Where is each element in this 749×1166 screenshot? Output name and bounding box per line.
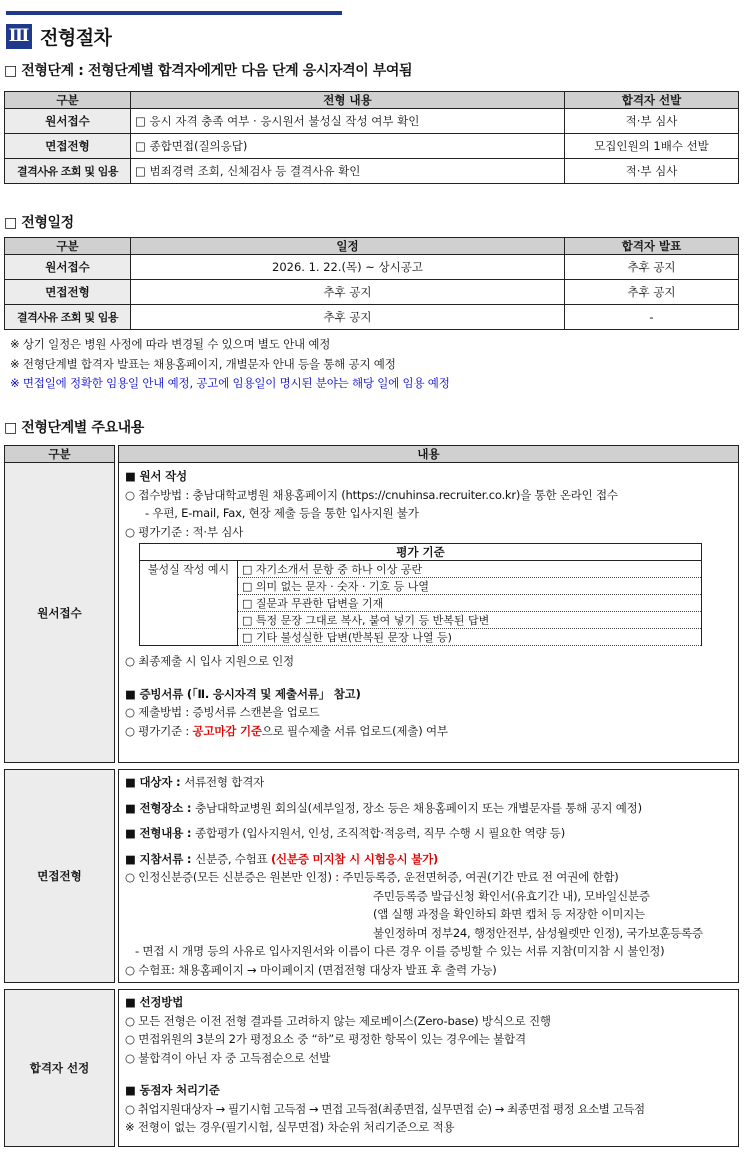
row-select: 모집인원의 1배수 선발 — [565, 134, 739, 159]
schedule-heading: □ 전형일정 — [4, 215, 74, 231]
col-header: 합격자 발표 — [565, 238, 739, 255]
col-header: 전형 내용 — [131, 92, 565, 109]
final-line: ○ 불합격이 아닌 자 중 고득점순으로 선발 — [125, 1050, 331, 1065]
interview-line: - 면접 시 개명 등의 사유로 입사지원서와 이름이 다른 경우 이를 증빙할 수 있는 서류 지참(미지참 시 불인정) — [135, 944, 665, 958]
apply-heading: ■ 원서 작성 — [125, 469, 187, 483]
schedule-note: ※ 상기 일정은 병원 사정에 따라 변경될 수 있으며 별도 안내 예정 — [10, 337, 331, 351]
apply-line: ○ 접수방법 : 충남대학교병원 채용홈페이지 (https://cnuhinsa.recruiter.co.kr)을 통한 온라인 접수 — [125, 487, 618, 502]
interview-docs: 신분증, 수험표 — [195, 851, 271, 866]
row-label: 면접전형 — [5, 134, 131, 159]
col-header: 구분 — [5, 238, 131, 255]
table-row — [5, 280, 739, 305]
table-row — [5, 305, 739, 330]
details-heading: □ 전형단계별 주요내용 — [4, 420, 144, 436]
eval-item: □ 특정 문장 그대로 복사, 붙여 넣기 등 반복된 답변 — [238, 612, 702, 629]
schedule-table — [4, 237, 739, 330]
deadline-emphasis: 공고마감 기준 — [192, 723, 262, 738]
row-label: 원서접수 — [5, 463, 115, 763]
detail-row-final — [5, 990, 739, 1147]
col-header: 합격자 선발 — [565, 92, 739, 109]
interview-target: 서류전형 합격자 — [184, 775, 265, 789]
row-date: 2026. 1. 22.(목) ~ 상시공고 — [131, 255, 565, 280]
details-table — [4, 445, 739, 1147]
row-select: 적·부 심사 — [565, 109, 739, 134]
id-required-warning: (신분증 미지참 시 시험응시 불가) — [270, 851, 439, 866]
eval-title: 평가 기준 — [140, 544, 702, 561]
schedule-note: ※ 면접일에 정확한 임용일 안내 예정, 공고에 임용일이 명시된 분야는 해당 일에 임용 예정 — [10, 376, 450, 390]
interview-line: 불인정하며 정부24, 행정안전부, 삼성월렛만 인정), 국가보훈등록증 — [373, 925, 703, 940]
final-line: ○ 취업지원대상자 → 필기시험 고득점 → 면접 고득점(최종면접, 실무면접 순) → 최종면접 평정 요소별 고득점 — [125, 1101, 645, 1116]
row-label: 합격자 선정 — [5, 990, 115, 1147]
eval-label: 불성실 작성 예시 — [140, 561, 238, 646]
col-header: 일정 — [131, 238, 565, 255]
table-row — [5, 134, 739, 159]
stage-heading: □ 전형단계 : 전형단계별 합격자에게만 다음 단계 응시자격이 부여됨 — [4, 63, 413, 79]
section-number-badge: Ⅲ — [6, 24, 32, 49]
interview-line: ○ 인정신분증(모든 신분증은 원본만 인정) : 주민등록증, 운전면허증, 여권(기간 만료 전 여권에 한함) — [125, 870, 619, 884]
final-line: ※ 전형이 없는 경우(필기시험, 실무면접) 차순위 처리기준으로 적용 — [125, 1120, 455, 1134]
final-line: ○ 모든 전형은 이전 전형 결과를 고려하지 않는 제로베이스(Zero-base) 방식으로 진행 — [125, 1013, 551, 1028]
docs-heading: ■ 증빙서류 (「Ⅱ. 응시자격 및 제출서류」 참고) — [125, 686, 361, 701]
apply-line: ○ 최종제출 시 입사 지원으로 인정 — [125, 654, 294, 668]
col-header: 구분 — [5, 92, 131, 109]
eval-item: □ 의미 없는 문자 · 숫자 · 기호 등 나열 — [238, 578, 702, 595]
row-announce: - — [565, 305, 739, 330]
detail-row-interview: 면접전형 ■ 대상자 : 서류전형 합격자 ■ 전형장소 : 충남대학교병원 회의실(세부일정, 장소 등은 채용홈페이지 또는 개별문자를 통해 공지 예정) ■ 전형내용 : 종합평가 (입사지원서, 인성, 조직적합·적응력, 직무 수행 시 필요한 역량 등) ■ 지참서류 : 신분증, 수험표 (신분증 미지참 시 시험응시 불가) ○ 인정신분증(모든 신분증은 원본만 인정) : 주민등록증, 운전면허증, 여권(기간 만료 전 여권에 한함) 주민등록증 발급신청 확인서(유효기간 내), 모바일신분증 (앱 실행 과정을 확인하되 화면 캡처 등 저장한 이미지는 불인정하며 정부24, 행정안전부, 삼성월렛만 인정), 국가보훈등록증 - 면접 시 개명 등의 사유로 입사지원서와 이름이 다른 경우 이를 증빙할 수 있는 서류 지참(미지참 시 불인정) ○ 수험표: 채용홈페이지 → 마이페이지 (면접전형 대상자 발표 후 출력 가능) — [5, 770, 739, 983]
apply-line: - 우편, E-mail, Fax, 현장 제출 등을 통한 입사지원 불가 — [145, 506, 419, 520]
schedule-note: ※ 전형단계별 합격자 발표는 채용홈페이지, 개별문자 안내 등을 통해 공지 예정 — [10, 357, 396, 371]
apply-criteria-line: ○ 평가기준 : 공고마감 기준으로 필수제출 서류 업로드(제출) 여부 — [125, 723, 448, 738]
row-content: □ 범죄경력 조회, 신체검사 등 결격사유 확인 — [131, 159, 565, 184]
interview-line: ○ 수험표: 채용홈페이지 → 마이페이지 (면접전형 대상자 발표 후 출력 가능) — [125, 962, 497, 977]
interview-line: 주민등록증 발급신청 확인서(유효기간 내), 모바일신분증 — [373, 888, 650, 903]
table-row — [5, 255, 739, 280]
eval-item: □ 질문과 무관한 답변을 기재 — [238, 595, 702, 612]
eval-item: □ 기타 불성실한 답변(반복된 문장 나열 등) — [238, 629, 702, 646]
page-title-row — [6, 22, 111, 50]
row-announce: 추후 공지 — [565, 255, 739, 280]
apply-line: ○ 평가기준 : 적·부 심사 — [125, 524, 244, 539]
col-header: 구분 — [5, 446, 115, 463]
row-label: 면접전형 — [5, 280, 131, 305]
eval-item: □ 자기소개서 문항 중 하나 이상 공란 — [238, 561, 702, 578]
page-title: 전형절차 — [40, 26, 112, 49]
stage-table — [4, 91, 739, 184]
apply-line: ○ 제출방법 : 증빙서류 스캔본을 업로드 — [125, 705, 320, 719]
final-line: ○ 면접위원의 3분의 2가 평정요소 중 “하”로 평정한 항목이 있는 경우에는 불합격 — [125, 1032, 526, 1046]
row-label: 결격사유 조회 및 임용 — [5, 159, 131, 184]
eval-criteria-table — [139, 543, 702, 646]
row-label: 면접전형 — [5, 770, 115, 983]
interview-line: (앱 실행 과정을 확인하되 화면 캡처 등 저장한 이미지는 — [373, 907, 645, 921]
row-content: □ 응시 자격 충족 여부 · 응시원서 불성실 작성 여부 확인 — [131, 109, 565, 134]
row-select: 적·부 심사 — [565, 159, 739, 184]
final-heading: ■ 선정방법 — [125, 995, 184, 1009]
row-label: 원서접수 — [5, 255, 131, 280]
row-date: 추후 공지 — [131, 305, 565, 330]
row-content: □ 종합면접(질의응답) — [131, 134, 565, 159]
row-label: 결격사유 조회 및 임용 — [5, 305, 131, 330]
row-date: 추후 공지 — [131, 280, 565, 305]
col-header: 내용 — [119, 446, 739, 463]
row-announce: 추후 공지 — [565, 280, 739, 305]
interview-place: 충남대학교병원 회의실(세부일정, 장소 등은 채용홈페이지 또는 개별문자를 통해 공지 예정) — [195, 800, 642, 815]
interview-content: 종합평가 (입사지원서, 인성, 조직적합·적응력, 직무 수행 시 필요한 역량 등) — [195, 826, 565, 840]
row-label: 원서접수 — [5, 109, 131, 134]
detail-row-apply — [5, 463, 739, 763]
table-row — [5, 109, 739, 134]
table-row — [5, 159, 739, 184]
tie-heading: ■ 동점자 처리기준 — [125, 1083, 220, 1097]
top-accent-bar — [6, 11, 342, 15]
